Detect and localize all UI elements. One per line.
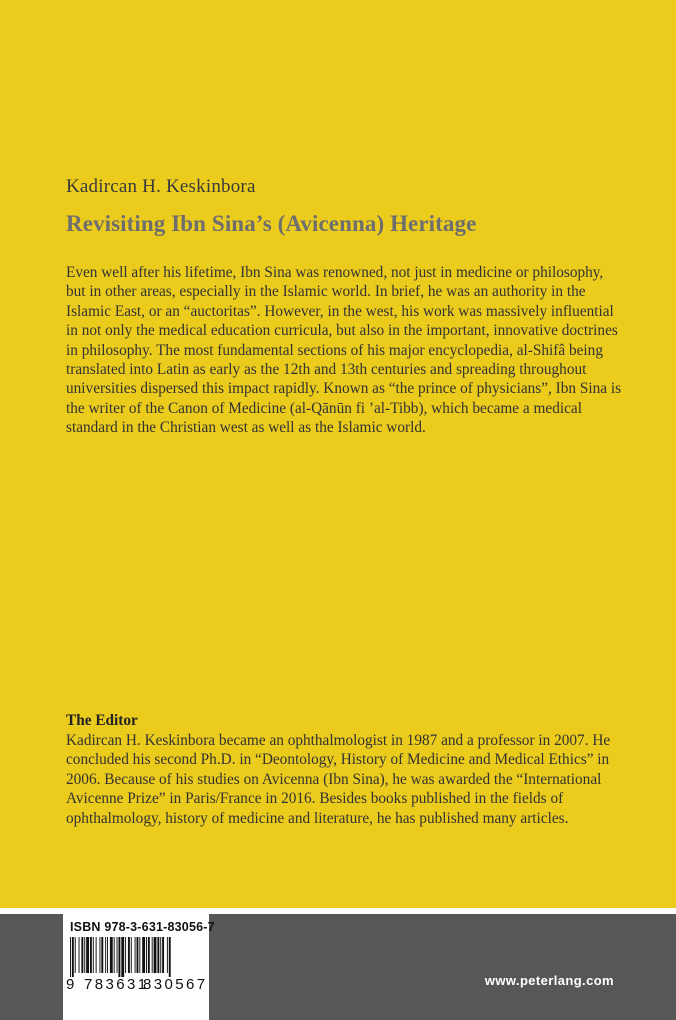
barcode-bar [118,937,120,977]
barcode-bar [90,937,92,973]
barcode-bar [160,937,161,973]
barcode-bar [86,937,89,973]
barcode-bar [110,937,113,973]
barcode-bar [121,937,124,977]
barcode-bar [152,937,153,973]
barcode-bar [99,937,100,973]
isbn-label: ISBN 978-3-631-83056-7 [70,920,215,934]
barcode-bar [105,937,106,973]
barcode-bar [84,937,85,973]
barcode-bar [148,937,150,973]
barcode-bar [167,937,168,973]
author-name: Kadircan H. Keskinbora [66,176,256,197]
book-description: Even well after his lifetime, Ibn Sina was renowned, not just in medicine or philosophy, but in other areas, especially in the Islamic world. In brief, he was an authority in the Islamic East, or an “auctoritas”. However, in the west, his work was massively influential in not only the medical education curricula, but also in the important, innovative doctrines in philosophy. The most fundamental sections of his major encyclopedia, al-Shifâ being translated into Latin as early as the 12th and 13th centuries and spreading throughout universities dispersed this impact rapidly. Known as “the prince of physicians”, Ibn Sina is the writer of the Canon of Medicine (al-Qānūn fi ’al-Tibb), which became a medical standard in the Christian west as well as the Islamic world. [66,264,622,437]
barcode-bar [169,937,171,977]
barcode-bar [162,937,164,973]
barcode-bar [142,937,145,973]
barcode-bar [75,937,76,973]
barcode-number-lead: 9 [66,976,75,993]
barcode-bar [125,937,126,973]
editor-bio: Kadircan H. Keskinbora became an ophthalmologist in 1987 and a professor in 2007. He concluded his second Ph.D. in “Deontology, History of Medicine and Medical Ethics” in 2006. Because of his studies on Avicenna (Ibn Sina), he was awarded the “International Avicenne Prize” in Paris/France in 2016. Besides books published in the fields of ophthalmology, history of medicine and literature, he has published many articles. [66,732,611,827]
barcode-bar [128,937,130,973]
barcode-bar [117,937,118,973]
barcode-bar [107,937,108,973]
barcode-bar [135,937,136,973]
barcode-number-left: 783631 [84,976,149,993]
barcode-bar [139,937,140,973]
barcode-bar [131,937,132,973]
barcode-bar [154,937,157,973]
barcode-bar [81,937,83,973]
barcode-bar [114,937,115,973]
barcode-bar [72,937,74,977]
barcode-bar [146,937,147,973]
barcode-number-right: 830567 [143,976,208,993]
barcode-bar [79,937,80,973]
barcode-bar [93,937,94,973]
barcode-bar [137,937,139,973]
barcode-bar [101,937,103,973]
barcode-icon [70,937,204,977]
barcode-bar [70,937,71,977]
publisher-website: www.peterlang.com [484,973,614,988]
barcode-bar [96,937,97,973]
editor-heading: The Editor [66,712,138,729]
barcode-bar [157,937,159,973]
book-title: Revisiting Ibn Sina’s (Avicenna) Heritage [66,211,477,236]
